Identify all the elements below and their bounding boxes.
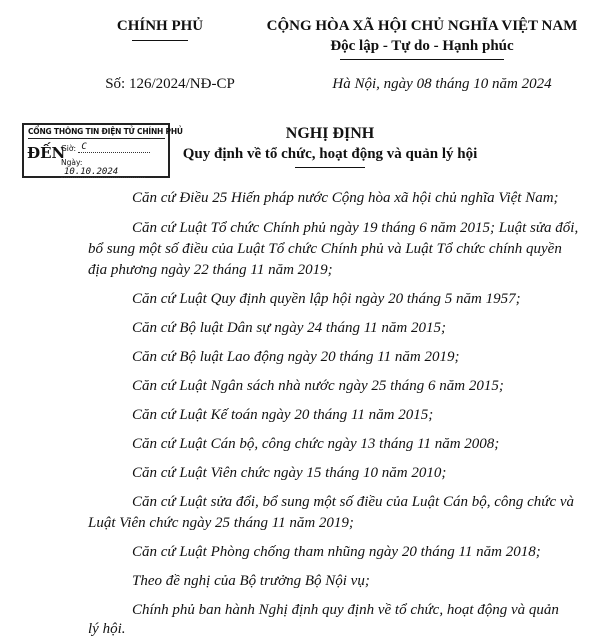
issuer-name: CHÍNH PHỦ <box>116 18 204 34</box>
legal-basis-government-org-line-2: bổ sung một số điều của Luật Tổ chức Chính phủ và Luật Tổ chức chính quyền <box>88 241 562 257</box>
stamp-time-row <box>61 142 150 153</box>
enactment-statement-line-2: lý hội. <box>88 621 126 637</box>
stamp-den-label: ĐẾN <box>27 144 66 162</box>
motto-underline <box>340 59 504 60</box>
stamp-date-label: Ngày: <box>61 158 83 167</box>
nation-name: CỘNG HÒA XÃ HỘI CHỦ NGHĨA VIỆT NAM <box>266 18 578 34</box>
legal-basis-government-org-line-1: Căn cứ Luật Tổ chức Chính phủ ngày 19 tháng 6 năm 2015; Luật sửa đổi, <box>132 220 579 236</box>
legal-basis-civil-code: Căn cứ Bộ luật Dân sự ngày 24 tháng 11 năm 2015; <box>132 320 446 336</box>
document-type: NGHỊ ĐỊNH <box>285 125 375 142</box>
subject-underline <box>295 167 365 168</box>
legal-basis-government-org-line-3: địa phương ngày 22 tháng 11 năm 2019; <box>88 262 333 278</box>
issuer-underline <box>132 40 188 41</box>
legal-basis-anti-corruption: Căn cứ Luật Phòng chống tham nhũng ngày 20 tháng 11 năm 2018; <box>132 544 541 560</box>
legal-basis-association-right: Căn cứ Luật Quy định quyền lập hội ngày 20 tháng 5 năm 1957; <box>132 291 521 307</box>
received-stamp <box>22 123 183 178</box>
stamp-time-value: C <box>81 142 87 152</box>
legal-basis-state-budget: Căn cứ Luật Ngân sách nhà nước ngày 25 tháng 6 năm 2015; <box>132 378 504 394</box>
legal-basis-cadres-civil-servants: Căn cứ Luật Cán bộ, công chức ngày 13 tháng 11 năm 2008; <box>132 436 500 452</box>
legal-basis-public-employees: Căn cứ Luật Viên chức ngày 15 tháng 10 năm 2010; <box>132 465 447 481</box>
legal-basis-constitution: Căn cứ Điều 25 Hiến pháp nước Cộng hòa xã hội chủ nghĩa Việt Nam; <box>132 190 559 206</box>
proposal-statement: Theo đề nghị của Bộ trưởng Bộ Nội vụ; <box>132 573 370 589</box>
stamp-title: CỔNG THÔNG TIN ĐIỆN TỬ CHÍNH PHỦ <box>28 127 165 139</box>
legal-basis-amendment-line-1: Căn cứ Luật sửa đổi, bổ sung một số điều của Luật Cán bộ, công chức và <box>132 494 575 510</box>
document-number: Số: 126/2024/NĐ-CP <box>105 76 235 92</box>
legal-basis-accounting: Căn cứ Luật Kế toán ngày 20 tháng 11 năm 2015; <box>132 407 434 423</box>
enactment-statement-line-1: Chính phủ ban hành Nghị định quy định về tổ chức, hoạt động và quản <box>132 602 559 618</box>
legal-basis-labor-code: Căn cứ Bộ luật Lao động ngày 20 tháng 11 năm 2019; <box>132 349 460 365</box>
stamp-date-value: 10.10.2024 <box>64 167 119 177</box>
place-and-date: Hà Nội, ngày 08 tháng 10 năm 2024 <box>332 76 552 92</box>
stamp-time-label: Giờ: <box>61 144 77 153</box>
legal-basis-amendment-line-2: Luật Viên chức ngày 25 tháng 11 năm 2019; <box>88 515 354 531</box>
national-motto: Độc lập - Tự do - Hạnh phúc <box>330 38 514 54</box>
document-subject: Quy định về tổ chức, hoạt động và quản lý hội <box>182 146 478 162</box>
